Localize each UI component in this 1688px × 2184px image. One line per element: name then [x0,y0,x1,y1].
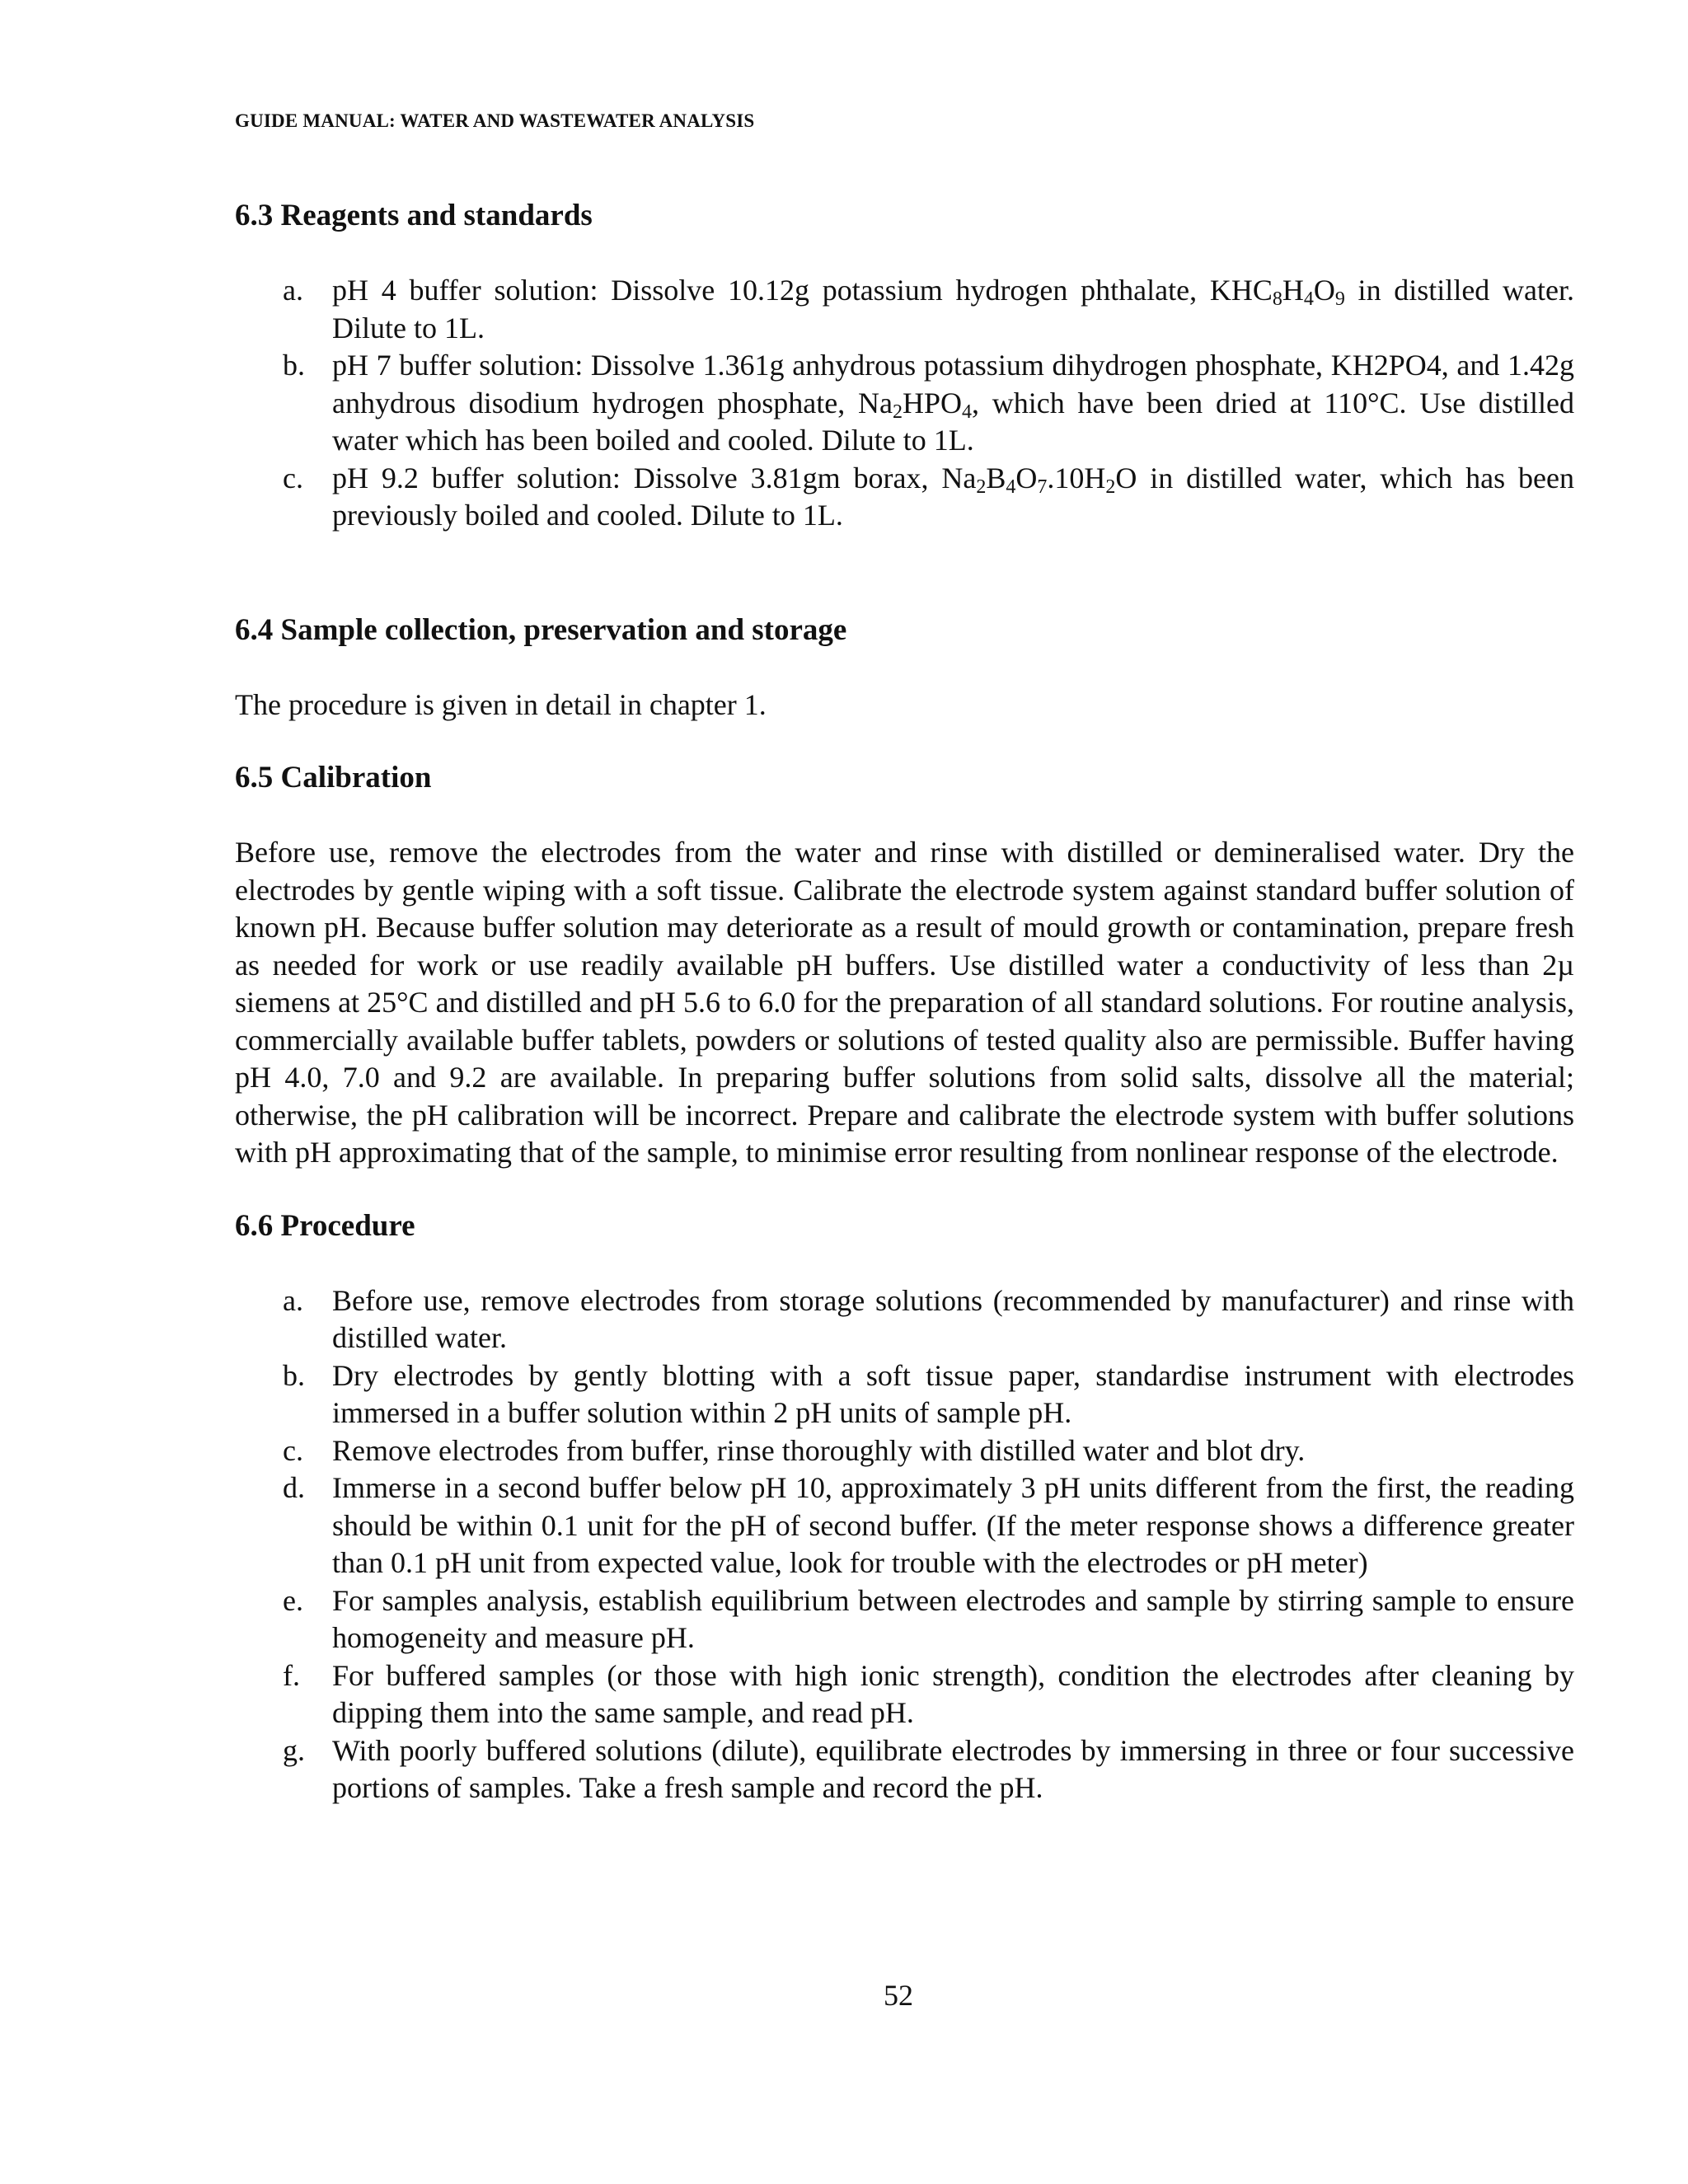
list-marker: b. [283,1358,305,1392]
paragraph: Before use, remove the electrodes from the water and rinse with distilled or demineralised water. Dry the electrodes by gentle wiping with a soft tissue. Calibrate the electrode system against standard buffer solution of known pH. Because buffer solution may deteriorate as a result of mould growth or contamination, prepare fresh as needed for work or use readily available pH buffers. Use distilled water a conductivity of less than 2µ siemens at 25°C and distilled and pH 5.6 to 6.0 for the preparation of all standard solutions. For routine analysis, commercially available buffer tablets, powders or solutions of tested quality also are permissible. Buffer having pH 4.0, 7.0 and 9.2 are available. In preparing buffer solutions from solid salts, dissolve all the material; otherwise, the pH calibration will be incorrect. Prepare and calibrate the electrode system with buffer solutions with pH approximating that of the sample, to minimise error resulting from nonlinear response of the electrode. [235,836,1574,1169]
list-marker: d. [283,1471,305,1504]
running-header: GUIDE MANUAL: WATER AND WASTEWATER ANALYSIS [235,110,755,131]
section-calibration [235,760,1574,1172]
list-item: d. Immerse in a second buffer below pH 10, approximately 3 pH units different from the first, the reading should be within 0.1 unit for the pH of second buffer. (If the meter response shows a difference greater than 0.1 pH unit from expected value, look for trouble with the electrodes or pH meter) [283,1471,1574,1579]
procedure-list [235,1282,1574,1807]
list-item: e. For samples analysis, establish equilibrium between electrodes and sample by stirring sample to ensure homogeneity and measure pH. [283,1583,1574,1654]
section-procedure [235,1208,1574,1807]
list-item: a. Before use, remove electrodes from storage solutions (recommended by manufacturer) and rinse with distilled water. [283,1283,1574,1354]
list-marker: c. [283,461,303,494]
list-item: b. pH 7 buffer solution: Dissolve 1.361g anhydrous potassium dihydrogen phosphate, KH2PO4, and 1.42g anhydrous disodium hydrogen phosphate, $Na_2HPO_4$, which have been dried at 110°C. Use distilled water which has been boiled and cooled. Dilute to 1L. [283,349,1575,457]
page-content [235,198,1574,1807]
section-reagents [235,198,1574,535]
list-item: f. For buffered samples (or those with high ionic strength), condition the electrodes after cleaning by dipping them into the same sample, and read pH. [283,1658,1574,1729]
list-item: g. With poorly buffered solutions (dilute), equilibrate electrodes by immersing in three or four successive portions of samples. Take a fresh sample and record the pH. [283,1733,1574,1804]
paragraph: The procedure is given in detail in chapter 1. [235,687,767,721]
list-marker: f. [283,1658,300,1692]
list-marker: a. [283,1283,303,1317]
section-sample-collection [235,612,1574,724]
list-marker: b. [283,349,305,382]
list-marker: a. [283,274,303,307]
list-item: a. pH 4 buffer solution: Dissolve 10.12g potassium hydrogen phthalate, $KHC_8H_4O_9$ in distilled water. Dilute to 1L. [283,274,1574,344]
reagent-list [235,272,1574,535]
section-title-procedure: 6.6 Procedure [235,1208,415,1243]
list-marker: c. [283,1433,303,1467]
section-title-reagents: 6.3 Reagents and standards [235,199,593,232]
list-item: c. Remove electrodes from buffer, rinse thoroughly with distilled water and blot dry. [332,1432,1574,1470]
section-title-sample-collection: 6.4 Sample collection, preservation and storage [235,612,847,647]
list-item: b. Dry electrodes by gently blotting with a soft tissue paper, standardise instrument with electrodes immersed in a buffer solution within 2 pH units of sample pH. [283,1358,1574,1429]
section-title-calibration: 6.5 Calibration [235,761,432,794]
page-number: 52 [884,1979,913,2012]
list-marker: g. [283,1733,305,1767]
list-item: c. pH 9.2 buffer solution: Dissolve 3.81gm borax, $Na_2B_4O_7.10H_2O$ in distilled water, which has been previously boiled and cooled. Dilute to 1L. [283,461,1574,532]
list-marker: e. [283,1583,303,1617]
